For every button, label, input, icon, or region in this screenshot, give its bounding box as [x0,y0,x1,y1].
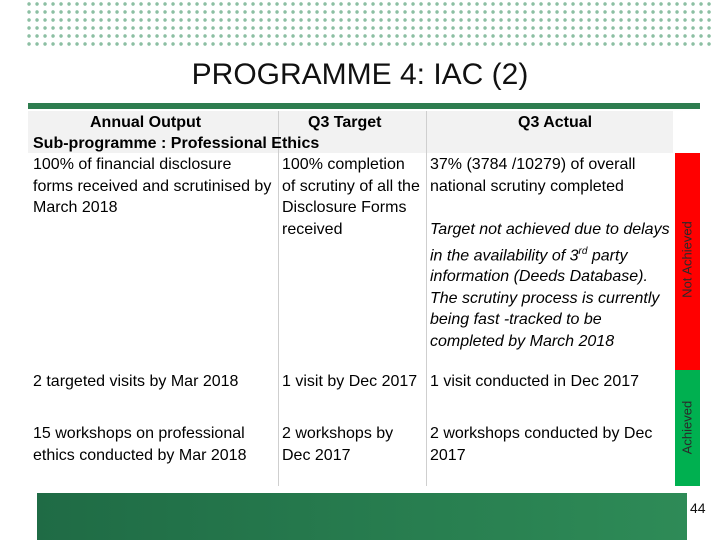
column-divider [278,111,279,486]
row1-actual: 37% (3784 /10279) of overall national scrutiny completed [430,156,636,195]
status-label-achieved: Achieved [679,400,695,455]
row2-output: 2 targeted visits by Mar 2018 [33,373,239,390]
header-annual-output: Annual Output [90,114,202,131]
header-pattern-fade [25,0,715,48]
row3-output: 15 workshops on professional ethics conducted by Mar 2018 [33,425,247,464]
status-label-not-achieved: Not Achieved [679,221,695,298]
row1-target: 100% completion of scrutiny of all the Disclosure Forms received [282,156,420,238]
row1-note: Target not achieved due to delays in the availability of 3rd party information (Deeds Database). The scrutiny process is currently being fast -tracked to be completed by March 2018 [430,221,670,350]
row2-actual: 1 visit conducted in Dec 2017 [430,373,640,390]
page-number: 44 [690,500,706,516]
page-title: PROGRAMME 4: IAC (2) [191,58,529,91]
column-divider [426,111,427,486]
title-underline [28,103,700,109]
row1-output: 100% of financial disclosure forms received and scrutinised by March 2018 [33,156,272,216]
footer-bar [37,493,687,540]
row2-target: 1 visit by Dec 2017 [282,373,418,390]
row3-target: 2 workshops by Dec 2017 [282,425,394,464]
header-q3-target: Q3 Target [308,114,382,131]
subprogramme-label: Sub-programme : Professional Ethics [33,135,320,152]
row3-actual: 2 workshops conducted by Dec 2017 [430,425,653,464]
header-q3-actual: Q3 Actual [518,114,593,131]
